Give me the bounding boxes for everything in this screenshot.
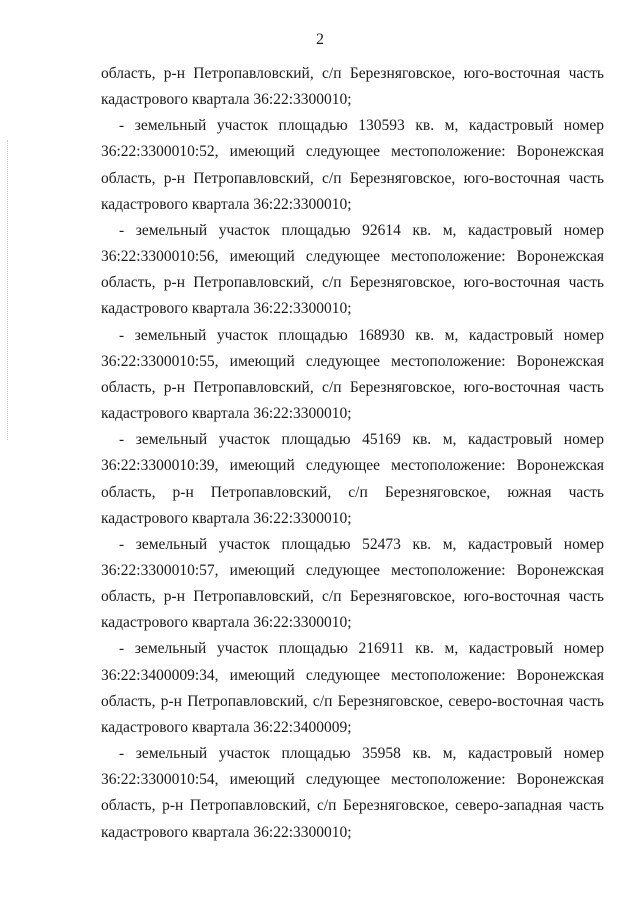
land-plot-item: - земельный участок площадью 35958 кв. м, кадастровый номер 36:22:3300010:54, имеющий следующее местоположение: Воронежская область, р-н Петропавловский, с/п Березняговское, северо-западная часть кадастрового квартала 36:22:3300010;	[101, 745, 604, 841]
land-plot-item: - земельный участок площадью 45169 кв. м, кадастровый номер 36:22:3300010:39, имеющий следующее местоположение: Воронежская область, р-н Петропавловский, с/п Березняговское, южная часть кадастрового квартала 36:22:3300010;	[101, 431, 604, 527]
scan-margin-artifact	[7, 140, 10, 440]
land-plot-item: - земельный участок площадью 92614 кв. м, кадастровый номер 36:22:3300010:56, имеющий следующее местоположение: Воронежская область, р-н Петропавловский, с/п Березняговское, юго-восточная часть кадастрового квартала 36:22:3300010;	[101, 221, 604, 318]
land-plot-item: - земельный участок площадью 52473 кв. м, кадастровый номер 36:22:3300010:57, имеющий следующее местоположение: Воронежская область, р-н Петропавловский, с/п Березняговское, юго-восточная часть кадастрового квартала 36:22:3300010;	[101, 535, 604, 632]
continuation-paragraph: область, р-н Петропавловский, с/п Березняговское, юго-восточная часть кадастрового квартала 36:22:3300010;	[101, 65, 604, 109]
document-body	[101, 61, 604, 846]
land-plot-item: - земельный участок площадью 130593 кв. м, кадастровый номер 36:22:3300010:52, имеющий следующее местоположение: Воронежская область, р-н Петропавловский, с/п Березняговское, юго-восточная часть кадастрового квартала 36:22:3300010;	[101, 117, 604, 213]
page-number: 2	[316, 31, 324, 48]
land-plot-item: - земельный участок площадью 168930 кв. м, кадастровый номер 36:22:3300010:55, имеющий следующее местоположение: Воронежская область, р-н Петропавловский, с/п Березняговское, юго-восточная часть кадастрового квартала 36:22:3300010;	[101, 326, 604, 423]
land-plot-item: - земельный участок площадью 216911 кв. м, кадастровый номер 36:22:3400009:34, имеющий следующее местоположение: Воронежская область, р-н Петропавловский, с/п Березняговское, северо-восточная часть кадастрового квартала 36:22:3400009;	[101, 640, 604, 736]
